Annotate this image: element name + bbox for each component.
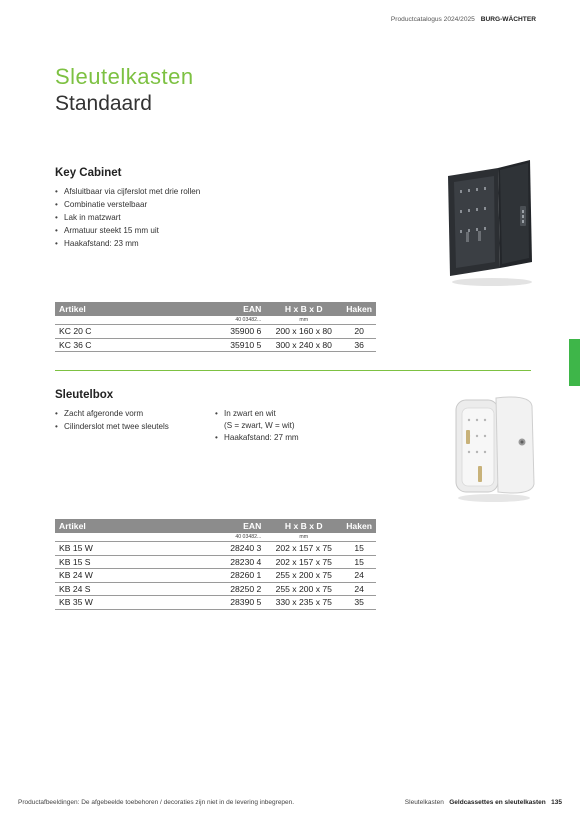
cell-ean: 28390 5	[203, 596, 265, 610]
subheader-cell: 40 03482...	[203, 316, 265, 325]
key-cabinet-bullets	[55, 185, 200, 250]
key-cabinet-table	[55, 302, 376, 352]
subheader-cell	[342, 533, 376, 542]
catalog-header	[391, 16, 536, 23]
table-subheader-row	[55, 316, 376, 325]
footer-pagination	[405, 799, 562, 806]
cell-artikel: KB 15 W	[55, 542, 203, 556]
bullet-item: • Armatuur steekt 15 mm uit	[55, 224, 200, 237]
table-header-row	[55, 519, 376, 533]
cell-artikel: KB 24 W	[55, 569, 203, 583]
footer-section: Sleutelkasten	[404, 799, 444, 806]
cell-dimensions: 255 x 200 x 75	[265, 582, 342, 596]
table-row	[55, 338, 376, 352]
cell-dimensions: 255 x 200 x 75	[265, 569, 342, 583]
bullet-item: • Lak in matzwart	[55, 211, 200, 224]
subheader-cell: 40 03482...	[203, 533, 265, 542]
table-row	[55, 596, 376, 610]
cell-haken: 15	[342, 542, 376, 556]
cell-ean: 35900 6	[203, 325, 265, 339]
key-cabinet-product-image	[438, 158, 538, 288]
footer-chapter: Geldcassettes en sleutelkasten	[449, 799, 546, 806]
col-header-dimensions: H x B x D	[265, 302, 342, 316]
table-header-row	[55, 302, 376, 316]
section-divider	[55, 370, 531, 371]
cell-ean: 28230 4	[203, 555, 265, 569]
page-subtitle: Standaard	[55, 92, 152, 115]
col-header-ean: EAN	[203, 302, 265, 316]
cell-ean: 28250 2	[203, 582, 265, 596]
col-header-haken: Haken	[342, 519, 376, 533]
cell-dimensions: 330 x 235 x 75	[265, 596, 342, 610]
table-row	[55, 325, 376, 339]
table-row	[55, 582, 376, 596]
cell-haken: 35	[342, 596, 376, 610]
page-number: 135	[551, 799, 562, 806]
sleutelbox-bullets-left	[55, 407, 169, 433]
page-title: Sleutelkasten	[55, 64, 194, 89]
bullet-item: • In zwart en wit	[215, 407, 299, 420]
bullet-item: • Haakafstand: 27 mm	[215, 431, 299, 444]
cell-artikel: KC 20 C	[55, 325, 203, 339]
col-header-haken: Haken	[342, 302, 376, 316]
col-header-dimensions: H x B x D	[265, 519, 342, 533]
sleutelbox-table	[55, 519, 376, 610]
cell-artikel: KB 24 S	[55, 582, 203, 596]
bullet-item: • Zacht afgeronde vorm	[55, 407, 169, 420]
chapter-tab-marker	[569, 339, 580, 386]
subheader-cell: mm	[265, 316, 342, 325]
section-title-key-cabinet: Key Cabinet	[55, 167, 122, 179]
subheader-cell	[55, 533, 203, 542]
table-subheader-row	[55, 533, 376, 542]
subheader-cell: mm	[265, 533, 342, 542]
col-header-artikel: Artikel	[55, 302, 203, 316]
brand-label: BURG-WÄCHTER	[480, 16, 536, 23]
bullet-item: • Afsluitbaar via cijferslot met drie rollen	[55, 185, 200, 198]
subheader-cell	[55, 316, 203, 325]
bullet-item: • Haakafstand: 23 mm	[55, 237, 200, 250]
cell-dimensions: 200 x 160 x 80	[265, 325, 342, 339]
table-row	[55, 555, 376, 569]
table-row	[55, 569, 376, 583]
cell-dimensions: 300 x 240 x 80	[265, 338, 342, 352]
table-row	[55, 542, 376, 556]
cell-dimensions: 202 x 157 x 75	[265, 542, 342, 556]
cell-dimensions: 202 x 157 x 75	[265, 555, 342, 569]
cell-ean: 35910 5	[203, 338, 265, 352]
col-header-artikel: Artikel	[55, 519, 203, 533]
cell-haken: 15	[342, 555, 376, 569]
section-title-sleutelbox: Sleutelbox	[55, 389, 114, 401]
cell-haken: 24	[342, 582, 376, 596]
cell-artikel: KB 35 W	[55, 596, 203, 610]
bullet-item: • Cilinderslot met twee sleutels	[55, 420, 169, 433]
cell-ean: 28260 1	[203, 569, 265, 583]
cell-artikel: KC 36 C	[55, 338, 203, 352]
bullet-continuation: (S = zwart, W = wit)	[224, 421, 295, 430]
bullet-item: • Combinatie verstelbaar	[55, 198, 200, 211]
sleutelbox-product-image	[448, 392, 536, 504]
col-header-ean: EAN	[203, 519, 265, 533]
catalog-label: Productcatalogus 2024/2025	[390, 16, 475, 23]
cell-ean: 28240 3	[203, 542, 265, 556]
footer-note: Productafbeeldingen: De afgebeelde toebehoren / decoraties zijn niet in de levering inbegrepen.	[18, 799, 295, 806]
cell-haken: 24	[342, 569, 376, 583]
cell-haken: 36	[342, 338, 376, 352]
sleutelbox-bullets-right	[215, 407, 299, 444]
cell-haken: 20	[342, 325, 376, 339]
subheader-cell	[342, 316, 376, 325]
cell-artikel: KB 15 S	[55, 555, 203, 569]
